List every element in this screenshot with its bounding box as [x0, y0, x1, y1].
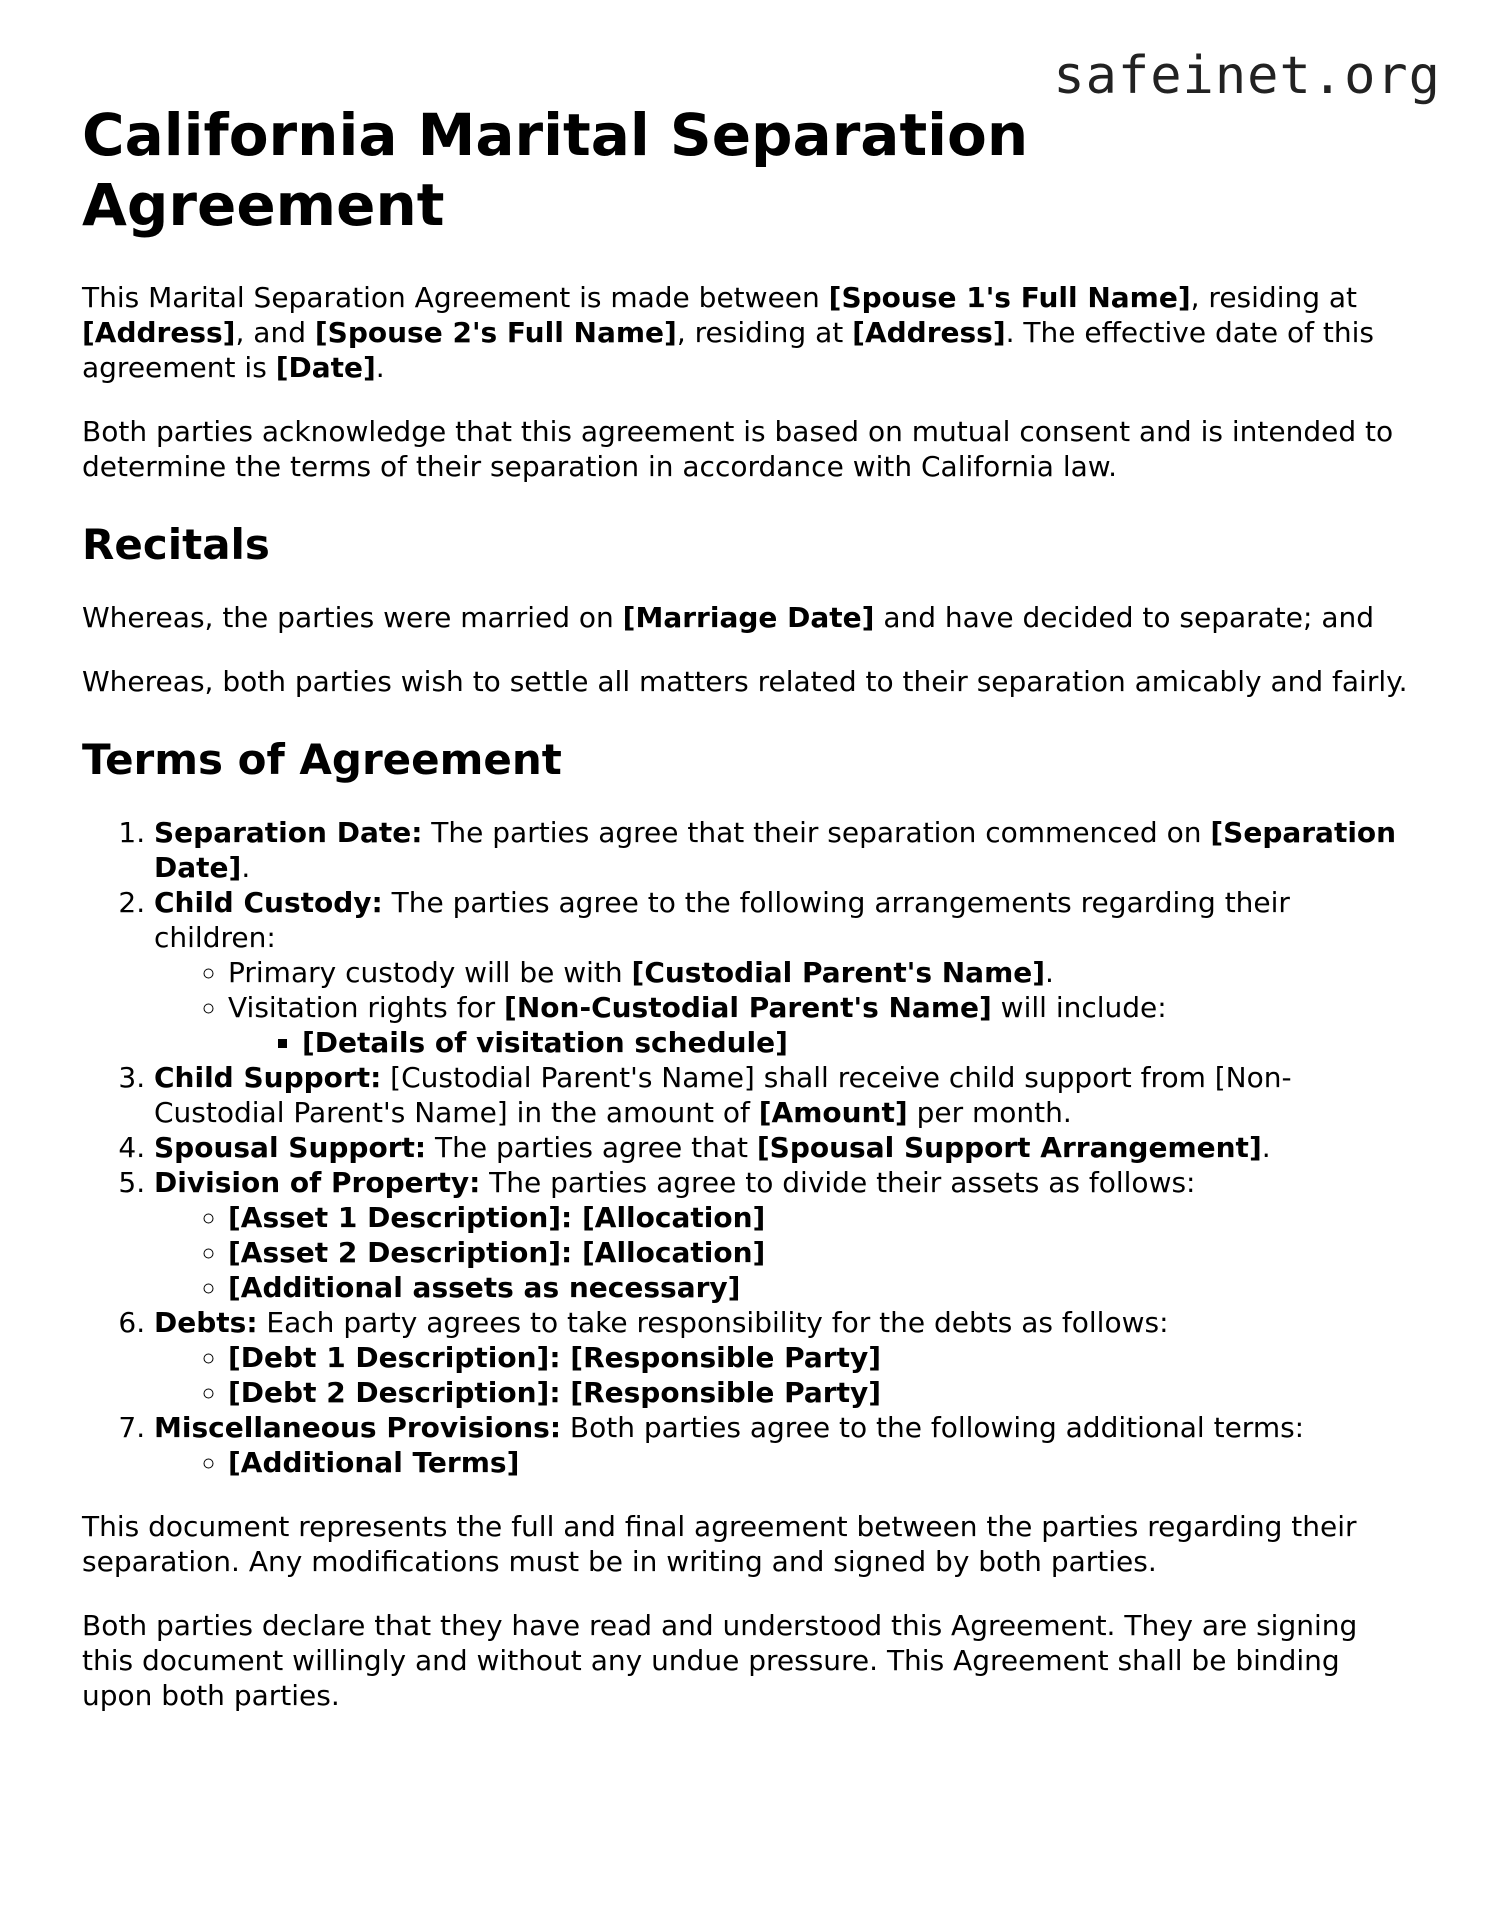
term-label: Debts:	[154, 1306, 258, 1339]
text: Primary custody will be with	[228, 956, 632, 989]
custody-primary	[228, 955, 1412, 990]
list-item	[228, 1235, 1412, 1270]
placeholder-custodial-parent: [Custodial Parent's Name]	[631, 956, 1046, 989]
text: . The effective date of this agreement is	[82, 316, 1375, 384]
placeholder-asset: [Additional assets as necessary]	[228, 1271, 741, 1304]
placeholder-spouse-1-name: [Spouse 1's Full Name]	[828, 281, 1191, 314]
placeholder-debt: [Debt 2 Description]: [Responsible Party]	[228, 1376, 882, 1409]
placeholder-asset: [Asset 2 Description]: [Allocation]	[228, 1236, 766, 1269]
list-item	[228, 1270, 1412, 1305]
closing-paragraph-declaration: Both parties declare that they have read and understood this Agreement. They are signing this document willingly and without any undue pressure. This Agreement shall be binding upon both parties.	[82, 1609, 1358, 1712]
text: The parties agree to the following arrangements regarding their children:	[154, 886, 1290, 954]
text: and have decided to separate; and	[874, 601, 1375, 634]
placeholder-visitation-schedule: [Details of visitation schedule]	[302, 1026, 788, 1059]
text: Visitation rights for	[228, 991, 505, 1024]
intro-paragraph-parties	[82, 280, 1412, 385]
term-label: Child Support:	[154, 1061, 382, 1094]
term-spousal-support	[154, 1130, 1412, 1165]
property-sublist	[154, 1200, 1412, 1305]
placeholder-spouse-2-name: [Spouse 2's Full Name]	[314, 316, 677, 349]
term-miscellaneous	[154, 1410, 1412, 1480]
placeholder-additional-terms: [Additional Terms]	[228, 1446, 520, 1479]
placeholder-marriage-date: [Marriage Date]	[622, 601, 875, 634]
term-label: Spousal Support:	[154, 1131, 427, 1164]
placeholder-address-1: [Address]	[82, 316, 236, 349]
text: The parties agree that	[426, 1131, 757, 1164]
visitation-sublist	[228, 1025, 1412, 1060]
placeholder-separation-date: [Separation Date]	[154, 816, 1397, 884]
text: .	[375, 351, 385, 384]
term-label: Miscellaneous Provisions:	[154, 1411, 562, 1444]
terms-heading: Terms of Agreement	[82, 735, 562, 784]
term-label: Separation Date:	[154, 816, 423, 849]
list-item	[228, 1340, 1412, 1375]
term-debts	[154, 1305, 1412, 1410]
custody-visitation	[228, 990, 1412, 1060]
text: The parties agree to divide their assets as follows:	[480, 1166, 1196, 1199]
recital-settlement: Whereas, both parties wish to settle all matters related to their separation amicably and fairly.	[82, 665, 1408, 698]
terms-list	[82, 815, 1412, 1480]
text: This Marital Separation Agreement is made between	[82, 281, 829, 314]
placeholder-amount: [Amount]	[758, 1096, 908, 1129]
closing-paragraph-final: This document represents the full and final agreement between the parties regarding their separation. Any modifications must be in writing and signed by both parties.	[82, 1510, 1357, 1578]
text: .	[241, 851, 251, 884]
text: .	[1261, 1131, 1271, 1164]
visitation-schedule	[302, 1025, 1412, 1060]
recitals-heading: Recitals	[82, 520, 270, 569]
placeholder-asset: [Asset 1 Description]: [Allocation]	[228, 1201, 766, 1234]
placeholder-spousal-support: [Spousal Support Arrangement]	[756, 1131, 1262, 1164]
misc-sublist	[154, 1445, 1412, 1480]
placeholder-non-custodial-parent: [Non-Custodial Parent's Name]	[504, 991, 992, 1024]
custody-sublist	[154, 955, 1412, 1060]
text: , and	[235, 316, 315, 349]
term-child-support	[154, 1060, 1412, 1130]
term-child-custody	[154, 885, 1412, 1060]
watermark: safeinet.org	[1053, 46, 1441, 106]
text: .	[1045, 956, 1054, 989]
text: per month.	[907, 1096, 1072, 1129]
text: , residing at	[1190, 281, 1358, 314]
list-item	[228, 1375, 1412, 1410]
text: , residing at	[676, 316, 853, 349]
text: The parties agree that their separation commenced on	[422, 816, 1211, 849]
list-item	[228, 1445, 1412, 1480]
placeholder-effective-date: [Date]	[275, 351, 376, 384]
text: Each party agrees to take responsibility for the debts as follows:	[257, 1306, 1169, 1339]
term-label: Child Custody:	[154, 886, 383, 919]
text: Whereas, the parties were married on	[82, 601, 623, 634]
document-page	[82, 100, 1412, 1742]
text: Both parties agree to the following additional terms:	[561, 1411, 1305, 1444]
placeholder-address-2: [Address]	[852, 316, 1006, 349]
term-separation-date	[154, 815, 1412, 885]
recital-marriage	[82, 600, 1412, 635]
text: will include:	[991, 991, 1167, 1024]
text: [Custodial Parent's Name] shall receive child support from [Non-Custodial Parent's Name] in the amount of	[154, 1061, 1292, 1129]
intro-paragraph-consent: Both parties acknowledge that this agreement is based on mutual consent and is intended to determine the terms of their separation in accordance with California law.	[82, 415, 1394, 483]
placeholder-debt: [Debt 1 Description]: [Responsible Party]	[228, 1341, 882, 1374]
document-title: California Marital Separation Agreement	[82, 101, 1029, 239]
term-label: Division of Property:	[154, 1166, 481, 1199]
debts-sublist	[154, 1340, 1412, 1410]
list-item	[228, 1200, 1412, 1235]
term-division-of-property	[154, 1165, 1412, 1305]
